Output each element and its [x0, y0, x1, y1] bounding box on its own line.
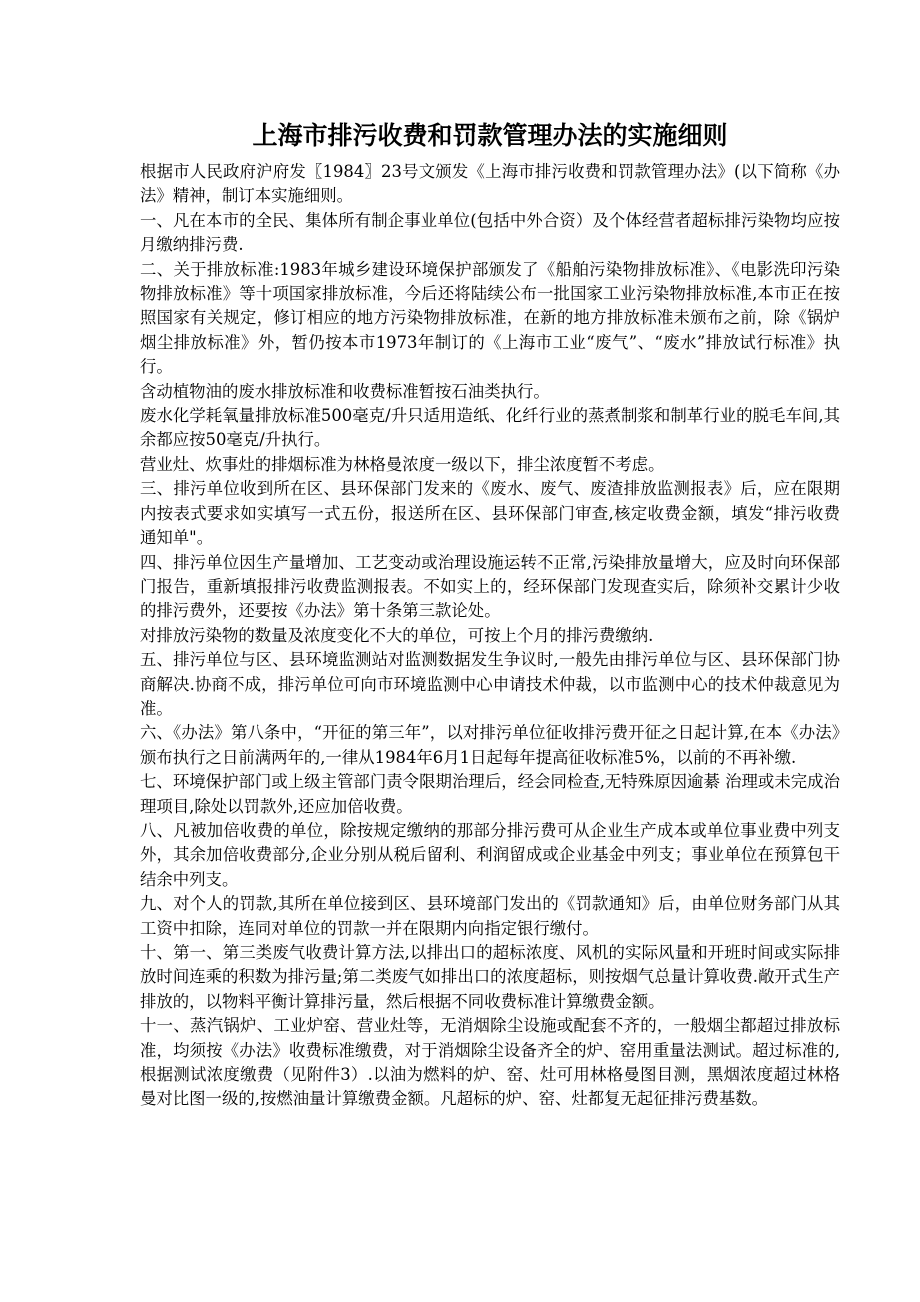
document-page [140, 116, 840, 1112]
paragraph-article-4: 四、排污单位因生产量增加、工艺变动或治理设施运转不正常,污染排放量增大，应及时向环保部门报告，重新填报排污收费监测报表。不如实上的，经环保部门发现查实后，除须补交累计少收的排污费外，还要按《办法》第十条第三款论处。 [140, 552, 840, 621]
paragraph-article-3: 三、排污单位收到所在区、县环保部门发来的《废水、废气、废渣排放监测报表》后，应在限期内按表式要求如实填写一式五份，报送所在区、县环保部门审查,核定收费金额，填发“排污收费通知单"。 [140, 479, 840, 548]
paragraph-article-6: 六、《办法》第八条中，“开征的第三年”，以对排污单位征收排污费开征之日起计算,在本《办法》颁布执行之日前满两年的,一律从1984年6月1日起每年提高征收标准5%，以前的不再补缴. [140, 723, 840, 767]
paragraph-article-2-cod: 废水化学耗氧量排放标准500毫克/升只适用造纸、化纤行业的蒸煮制浆和制革行业的脱毛车间,其余都应按50毫克/升执行。 [140, 406, 840, 450]
paragraph-article-4-note: 对排放污染物的数量及浓度变化不大的单位，可按上个月的排污费缴纳. [140, 625, 654, 645]
paragraph-article-9: 九、对个人的罚款,其所在单位接到区、县环境部门发出的《罚款通知》后，由单位财务部门从其工资中扣除，连同对单位的罚款一并在限期内向指定银行缴付。 [140, 894, 840, 938]
paragraph-intro: 根据市人民政府沪府发〖1984〗23号文颁发《上海市排污收费和罚款管理办法》(以下简称《办法》精神，制订本实施细则。 [140, 162, 840, 206]
paragraph-article-11: 十一、蒸汽锅炉、工业炉窑、营业灶等，无消烟除尘设施或配套不齐的，一般烟尘都超过排放标准，均须按《办法》收费标准缴费，对于消烟除尘设备齐全的炉、窑用重量法测试。超过标准的,根据测试浓度缴费（见附件3）.以油为燃料的炉、窑、灶可用林格曼图目测，黑烟浓度超过林格曼对比图一级的,按燃油量计算缴费金额。凡超标的炉、窑、灶都复无起征排污费基数。 [140, 1016, 840, 1109]
paragraph-article-2-oil: 含动植物油的废水排放标准和收费标准暂按石油类执行。 [140, 381, 550, 401]
paragraph-article-1: 一、凡在本市的全民、集体所有制企事业单位(包括中外合资）及个体经营者超标排污染物均应按月缴纳排污费. [140, 210, 840, 255]
paragraph-article-8: 八、凡被加倍收费的单位，除按规定缴纳的那部分排污费可从企业生产成本或单位事业费中列支外，其余加倍收费部分,企业分别从税后留利、利润留成或企业基金中列支；事业单位在预算包干结余中列支。 [140, 820, 840, 889]
paragraph-article-2: 二、关于排放标准:1983年城乡建设环境保护部颁发了《船舶污染物排放标准》、《电影洗印污染物排放标准》等十项国家排放标准，今后还将陆续公布一批国家工业污染物排放标准,本市正在按照国家有关规定，修订相应的地方污染物排放标准，在新的地方排放标准未颁布之前，除《锅炉烟尘排放标准》外，暂仍按本市1973年制订的《上海市工业“废气”、“废水”排放试行标准》执行。 [140, 259, 840, 377]
paragraph-article-10: 十、第一、第三类废气收费计算方法,以排出口的超标浓度、风机的实际风量和开班时间或实际排放时间连乘的积数为排污量;第二类废气如排出口的浓度超标，则按烟气总量计算收费.敞开式生产排放的，以物料平衡计算排污量，然后根据不同收费标准计算缴费金额。 [140, 943, 840, 1011]
paragraph-article-5: 五、排污单位与区、县环境监测站对监测数据发生争议时,一般先由排污单位与区、县环保部门协商解决.协商不成，排污单位可向市环境监测中心申请技术仲裁，以市监测中心的技术仲裁意见为准。 [140, 650, 840, 718]
document-body [140, 160, 840, 1112]
paragraph-article-2-smoke: 营业灶、炊事灶的排烟标准为林格曼浓度一级以下，排尘浓度暂不考虑。 [140, 454, 665, 474]
document-title: 上海市排污收费和罚款管理办法的实施细则 [252, 121, 728, 150]
paragraph-article-7: 七、环境保护部门或上级主管部门责令限期治理后，经会同检查,无特殊原因逾綦 治理或未完成治理项目,除处以罚款外,还应加倍收费。 [140, 772, 840, 816]
